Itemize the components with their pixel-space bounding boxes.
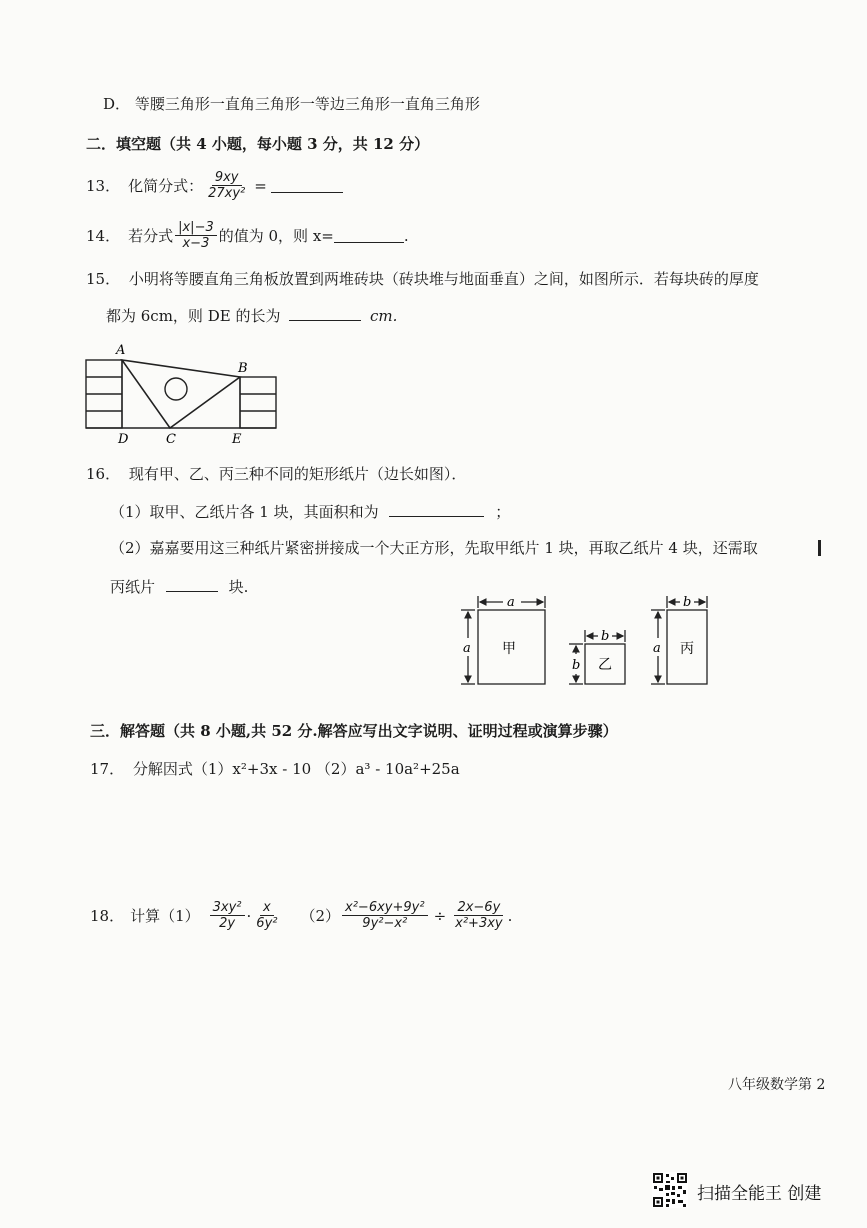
q17-number: 17． — [90, 760, 125, 778]
jia-label: 甲 — [502, 641, 516, 657]
label-d: D — [118, 432, 129, 447]
q14-post: 的值为 0，则 x= — [218, 226, 334, 245]
q18-frac3-den: 9y²−x² — [362, 916, 408, 931]
q18-dot: · — [246, 906, 252, 925]
q13-number: 13． — [86, 176, 121, 195]
q13-numerator: 9xy — [212, 170, 242, 186]
q13-answer-blank[interactable] — [271, 178, 343, 193]
qr-code-icon — [652, 1172, 688, 1208]
q16-text: 现有甲、乙、丙三种不同的矩形纸片（边长如图）． — [128, 465, 467, 483]
figure-15-bricks-triangle — [82, 340, 282, 450]
section-2-title: 二．填空题（共 4 小题，每小题 3 分，共 12 分） — [86, 135, 430, 153]
q16-part3 — [110, 577, 248, 596]
q18-mid: （2） — [300, 906, 341, 925]
q16-part3-blank[interactable] — [166, 577, 218, 592]
q16-part2: （2）嘉嘉要用这三种纸片紧密拼接成一个大正方形，先取甲纸片 1 块，再取乙纸片 4 块，还需取 — [110, 539, 758, 557]
q18-number: 18． — [90, 906, 125, 925]
page-label: 八年级数学第 2 — [728, 1077, 826, 1093]
question-18 — [90, 900, 512, 931]
label-b: B — [238, 361, 248, 376]
q16-part1 — [110, 502, 510, 521]
q18-frac2-num: x — [260, 900, 274, 916]
label-e: E — [232, 432, 242, 447]
q14-fraction — [175, 220, 217, 251]
q18-frac4-num: 2x−6y — [454, 900, 503, 916]
q18-frac3-num: x²−6xy+9y² — [342, 900, 428, 916]
q17-text: 分解因式（1）x²+3x - 10 （2）a³ - 10a²+25a — [132, 760, 460, 778]
q16-part3-pre: 丙纸片 — [110, 578, 156, 596]
figure-16-rectangles — [455, 592, 725, 694]
q16-part1-end: ； — [495, 503, 511, 521]
q16-part3-post: 块. — [228, 578, 249, 596]
q18-frac3 — [342, 900, 428, 931]
q15-line1: 小明将等腰直角三角板放置到两堆砖块（砖块堆与地面垂直）之间，如图所示．若每块砖的厚度 — [128, 270, 759, 288]
q13-equals: = — [254, 176, 267, 195]
margin-mark — [818, 540, 821, 556]
question-15-line2 — [106, 306, 397, 325]
question-13 — [86, 170, 343, 201]
q13-text: 化简分式： — [128, 176, 204, 195]
triangle-hole — [165, 378, 187, 400]
q16-part1-text: （1）取甲、乙纸片各 1 块，其面积和为 — [110, 503, 379, 521]
bing-label: 丙 — [680, 641, 694, 657]
q14-number: 14． — [86, 226, 121, 245]
question-14 — [86, 220, 409, 251]
option-d-label: D． — [103, 95, 131, 113]
q18-frac1 — [210, 900, 245, 931]
question-16 — [86, 465, 466, 483]
yi-side-label: b — [572, 658, 581, 673]
q18-end: . — [507, 906, 513, 925]
label-a: A — [116, 343, 126, 358]
bing-side-label: a — [653, 641, 661, 656]
q18-frac2 — [253, 900, 280, 931]
q13-denominator: 27xy² — [208, 186, 246, 201]
section-3-title: 三．解答题（共 8 小题,共 52 分.解答应写出文字说明、证明过程或演算步骤） — [90, 722, 618, 740]
q15-line2-pre: 都为 6cm，则 DE 的长为 — [106, 307, 281, 325]
question-17 — [90, 760, 460, 778]
q15-answer-blank[interactable] — [289, 306, 361, 321]
q15-line2-post: cm. — [370, 307, 398, 325]
q14-numerator: |x|−3 — [175, 220, 217, 236]
q13-fraction — [205, 170, 248, 201]
q14-pre: 若分式 — [128, 226, 174, 245]
label-c: C — [166, 432, 176, 447]
question-15-line1 — [86, 270, 759, 288]
scanner-watermark: 扫描全能王 创建 — [697, 1184, 822, 1204]
option-d-text: 等腰三角形一直角三角形一等边三角形一直角三角形 — [134, 95, 480, 113]
q18-frac4-den: x²+3xy — [455, 916, 503, 931]
right-brick-pile — [240, 377, 276, 428]
q18-frac1-den: 2y — [219, 916, 236, 931]
q18-frac4 — [452, 900, 505, 931]
jia-side-label: a — [463, 641, 471, 656]
q15-number: 15． — [86, 270, 121, 288]
q18-div: ÷ — [433, 906, 447, 925]
triangle-ruler — [122, 360, 240, 428]
q16-part1-blank[interactable] — [389, 502, 484, 517]
q18-frac2-den: 6y² — [256, 916, 278, 931]
q18-frac1-num: 3xy² — [210, 900, 245, 916]
option-d — [103, 95, 480, 113]
q18-pre: 计算（1） — [130, 906, 200, 925]
q14-answer-blank[interactable] — [334, 228, 404, 243]
bing-top-label: b — [683, 595, 692, 610]
yi-top-label: b — [601, 629, 610, 644]
q16-number: 16． — [86, 465, 121, 483]
q14-denominator: x−3 — [182, 236, 210, 251]
q14-end: . — [403, 226, 409, 245]
yi-label: 乙 — [598, 657, 612, 673]
jia-top-label: a — [507, 595, 515, 610]
